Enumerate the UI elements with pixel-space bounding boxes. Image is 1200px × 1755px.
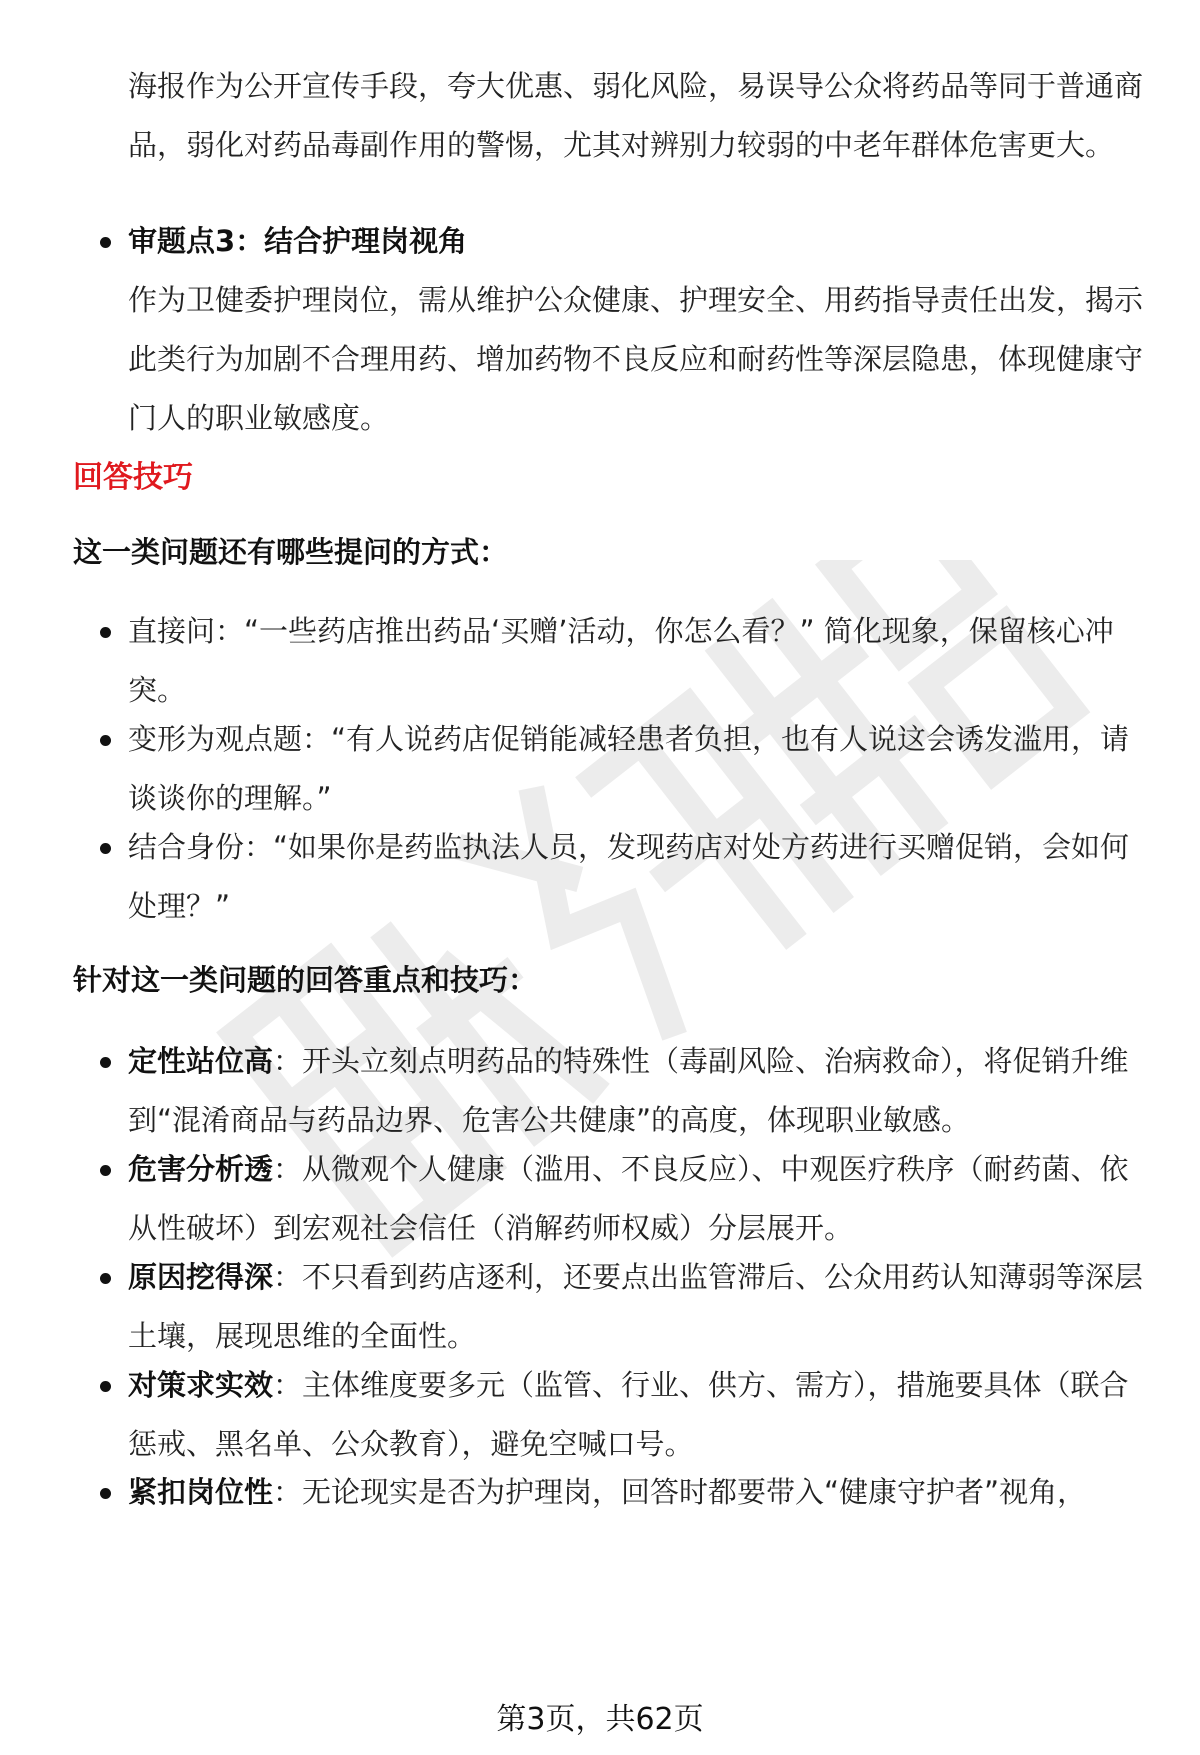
tip-item (128, 1140, 1148, 1258)
tip-label: 对策求实效 (128, 1368, 274, 1402)
page-number: 第3页，共62页 (496, 1702, 704, 1737)
tip-text: ：从微观个人健康（滥用、不良反应）、中观医疗秩序（耐药菌、依从性破坏）到宏观社会信任（消解药师权威）分层展开。 (128, 1152, 1129, 1245)
intro-paragraph: 海报作为公开宣传手段，夸大优惠、弱化风险，易误导公众将药品等同于普通商品，弱化对药品毒副作用的警惕，尤其对辨别力较弱的中老年群体危害更大。 (128, 69, 1144, 162)
tip-label: 紧扣岗位性 (128, 1475, 274, 1509)
ask-ways-heading: 这一类问题还有哪些提问的方式： (73, 535, 509, 569)
ask-way-item: 直接问：“一些药店推出药品‘买赠’活动，你怎么看？” 简化现象，保留核心冲突。 (128, 602, 1148, 720)
tip-label: 危害分析透 (128, 1152, 274, 1186)
tip-label: 原因挖得深 (128, 1260, 274, 1294)
tip-text: ：主体维度要多元（监管、行业、供方、需方），措施要具体（联合惩戒、黑名单、公众教育），避免空喊口号。 (128, 1368, 1129, 1461)
ask-way-item: 结合身份：“如果你是药监执法人员，发现药店对处方药进行买赠促销，会如何处理？” (128, 818, 1148, 936)
tip-item (128, 1356, 1148, 1474)
review-point-3-title: 审题点3：结合护理岗视角 (128, 224, 468, 258)
tip-text: ：不只看到药店逐利，还要点出监管滞后、公众用药认知薄弱等深层土壤，展现思维的全面性。 (128, 1260, 1144, 1353)
review-point-3-text: 作为卫健委护理岗位，需从维护公众健康、护理安全、用药指导责任出发，揭示此类行为加剧不合理用药、增加药物不良反应和耐药性等深层隐患，体现健康守门人的职业敏感度。 (128, 283, 1144, 435)
review-point-3 (128, 212, 1148, 271)
tip-item (128, 1463, 1148, 1522)
tip-text: ：无论现实是否为护理岗，回答时都要带入“健康守护者”视角， (273, 1475, 1087, 1509)
section-title: 回答技巧 (73, 460, 193, 495)
tip-item (128, 1248, 1148, 1366)
ask-way-item: 变形为观点题：“有人说药店促销能减轻患者负担，也有人说这会诱发滥用，请谈谈你的理解。” (128, 710, 1148, 828)
tip-text: ：开头立刻点明药品的特殊性（毒副风险、治病救命），将促销升维到“混淆商品与药品边界、危害公共健康”的高度，体现职业敏感。 (128, 1044, 1129, 1137)
tip-item (128, 1032, 1148, 1150)
tips-heading: 针对这一类问题的回答重点和技巧： (73, 963, 538, 997)
tip-label: 定性站位高 (128, 1044, 274, 1078)
